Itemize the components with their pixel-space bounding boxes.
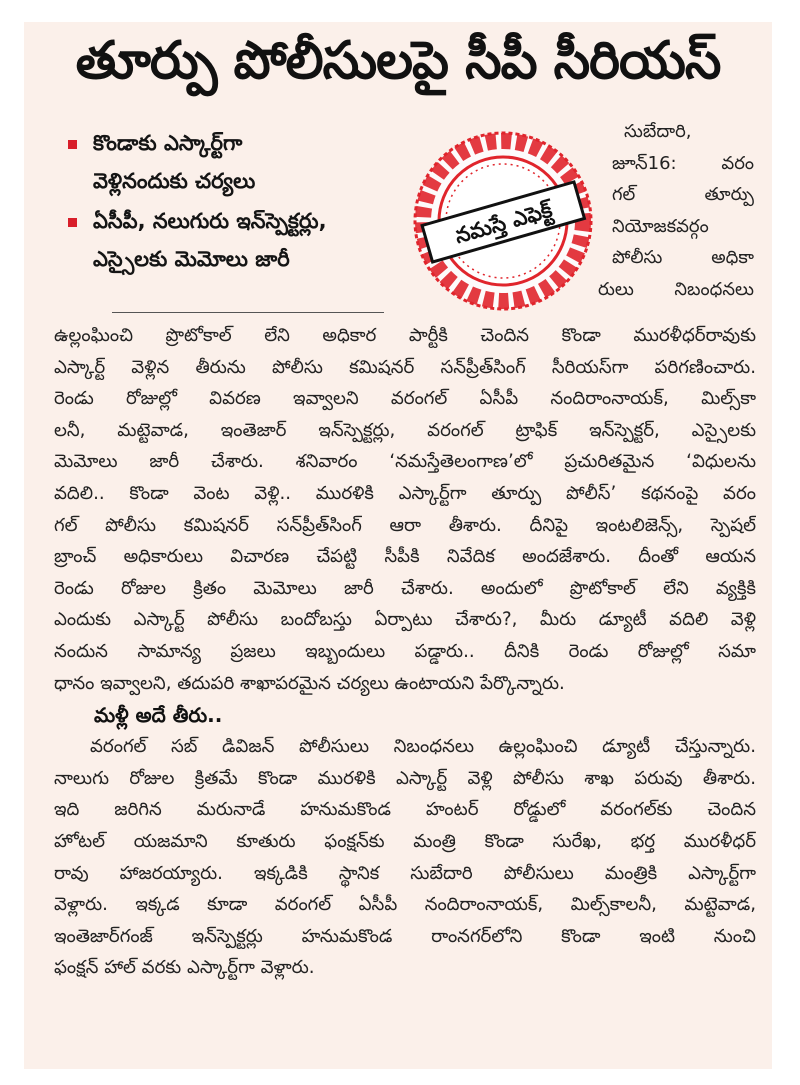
dateline-line: నియోజకవర్గం xyxy=(612,215,709,237)
namaste-effect-stamp xyxy=(408,126,598,316)
body-line: మెమోలు జారీ చేశారు. శనివారం ‘నమస్తేతెలంగాణ’లో ప్రచురితమైన ‘విధులను xyxy=(54,451,756,473)
body-line: బ్రాంచ్ అధికారులు విచారణ చేపట్టి సీపీకి నివేదిక అందజేశారు. దీంతో ఆయన xyxy=(54,546,756,568)
body-line: రావు హాజరయ్యారు. ఇక్కడికి స్థానిక సుబేదారి పోలీసులు మంత్రికి ఎస్కార్ట్‌గా xyxy=(54,862,756,884)
body-line: రెండు రోజుల్లో వివరణ ఇవ్వాలని వరంగల్ ఏసీపీ నందిరాంనాయక్, మిల్స్‌కా xyxy=(54,388,756,410)
body-line: నాలుగు రోజుల క్రితమే కొండా మురళికి ఎస్కార్ట్ వెళ్లి పోలీసు శాఖ పరువు తీశారు. xyxy=(54,767,756,789)
dateline-line: జూన్‌16: వరం xyxy=(612,152,754,174)
body-line: రెండు రోజుల క్రితం మెమోలు జారీ చేశారు. అందులో ప్రొటోకాల్ లేని వ్యక్తికి xyxy=(54,577,756,599)
bullet-square-icon xyxy=(68,140,77,149)
highlights-underline xyxy=(112,312,384,313)
dateline-line: పోలీసు అధికా xyxy=(612,247,754,268)
body-line: ఎందుకు ఎస్కార్ట్ పోలీసు బందోబస్తు ఏర్పాటు చేశారు?, మీరు డ్యూటీ వదిలి వెళ్లి xyxy=(54,609,756,631)
bullet-square-icon xyxy=(68,218,77,227)
highlight-line: ఎస్సైలకు మెమోలు జారీ xyxy=(93,247,290,271)
body-line: ఉల్లంఘించి ప్రొటోకాల్ లేని అధికార పార్టీకి చెందిన కొండా మురళీధర్‌రావుకు xyxy=(54,325,756,346)
body-line: నందున సామాన్య ప్రజలు ఇబ్బందులు పడ్డారు.. దీనికి రెండు రోజుల్లో సమా xyxy=(54,640,756,662)
highlight-item xyxy=(68,124,398,200)
highlight-line: కొండాకు ఎస్కార్ట్‌గా xyxy=(93,131,243,155)
stamp-text: నమస్తే ఎఫెక్ట్ xyxy=(452,197,555,249)
dateline-line: గల్ తూర్పు xyxy=(612,184,754,205)
body-line: గల్ పోలీసు కమిషనర్ సన్‌ప్రీత్‌సింగ్ ఆరా తీశారు. దీనిపై ఇంటలిజెన్స్, స్పెషల్ xyxy=(54,514,756,536)
highlights-box xyxy=(68,124,398,280)
body-line: లనీ, మట్టెవాడ, ఇంతెజార్ ఇన్‌స్పెక్టర్లు, వరంగల్ ట్రాఫిక్ ఇన్‌స్పెక్టర్, ఎస్సైలకు xyxy=(54,419,756,441)
article-body xyxy=(54,320,756,984)
body-line: వెళ్లారు. ఇక్కడ కూడా వరంగల్ ఏసీపీ నందిరాంనాయక్, మిల్స్‌కాలనీ, మట్టెవాడ, xyxy=(54,894,756,916)
body-line: ఇంతెజార్‌గంజ్ ఇన్‌స్పెక్టర్లు హనుమకొండ రాంనగర్‌లోని కొండా ఇంటి నుంచి xyxy=(54,925,756,947)
body-line: వరంగల్ సబ్ డివిజన్ పోలీసులు నిబంధనలు ఉల్లంఘించి డ్యూటీ చేస్తున్నారు. xyxy=(90,736,756,758)
news-clipping xyxy=(24,22,772,1069)
dateline-line: సుబేదారి, xyxy=(624,121,692,142)
dateline xyxy=(584,116,754,305)
headline: తూర్పు పోలీసులపై సీపీ సీరియస్ xyxy=(75,31,721,91)
highlight-line: ఏసీపీ, నలుగురు ఇన్‌స్పెక్టర్లు, xyxy=(93,209,327,233)
highlight-line: వెళ్లినందుకు చర్యలు xyxy=(93,169,256,193)
body-line: ధానం ఇవ్వాలని, తదుపరి శాఖాపరమైన చర్యలు ఉంటాయని పేర్కొన్నారు. xyxy=(54,672,565,694)
body-line: వదిలి.. కొండా వెంట వెళ్లి.. మురళికి ఎస్కార్ట్‌గా తూర్పు పోలీస్’ కథనంపై వరం xyxy=(54,482,756,504)
subheading: మళ్లీ అదే తీరు.. xyxy=(94,703,223,728)
dateline-line: రులు నిబంధనలు xyxy=(598,278,754,300)
highlight-item xyxy=(68,202,398,278)
body-line: ఎస్కార్ట్ వెళ్లిన తీరును పోలీసు కమిషనర్ సన్‌ప్రీత్‌సింగ్ సీరియస్‌గా పరిగణించారు. xyxy=(54,356,756,378)
body-line: ఫంక్షన్ హాల్ వరకు ఎస్కార్ట్‌గా వెళ్లారు. xyxy=(54,957,315,979)
body-line: ఇది జరిగిన మరునాడే హనుమకొండ హంటర్ రోడ్డులో వరంగల్‌కు చెందిన xyxy=(54,799,756,821)
body-line: హోటల్ యజమాని కూతురు ఫంక్షన్‌కు మంత్రి కొండా సురేఖ, భర్త మురళీధర్ xyxy=(54,830,756,852)
